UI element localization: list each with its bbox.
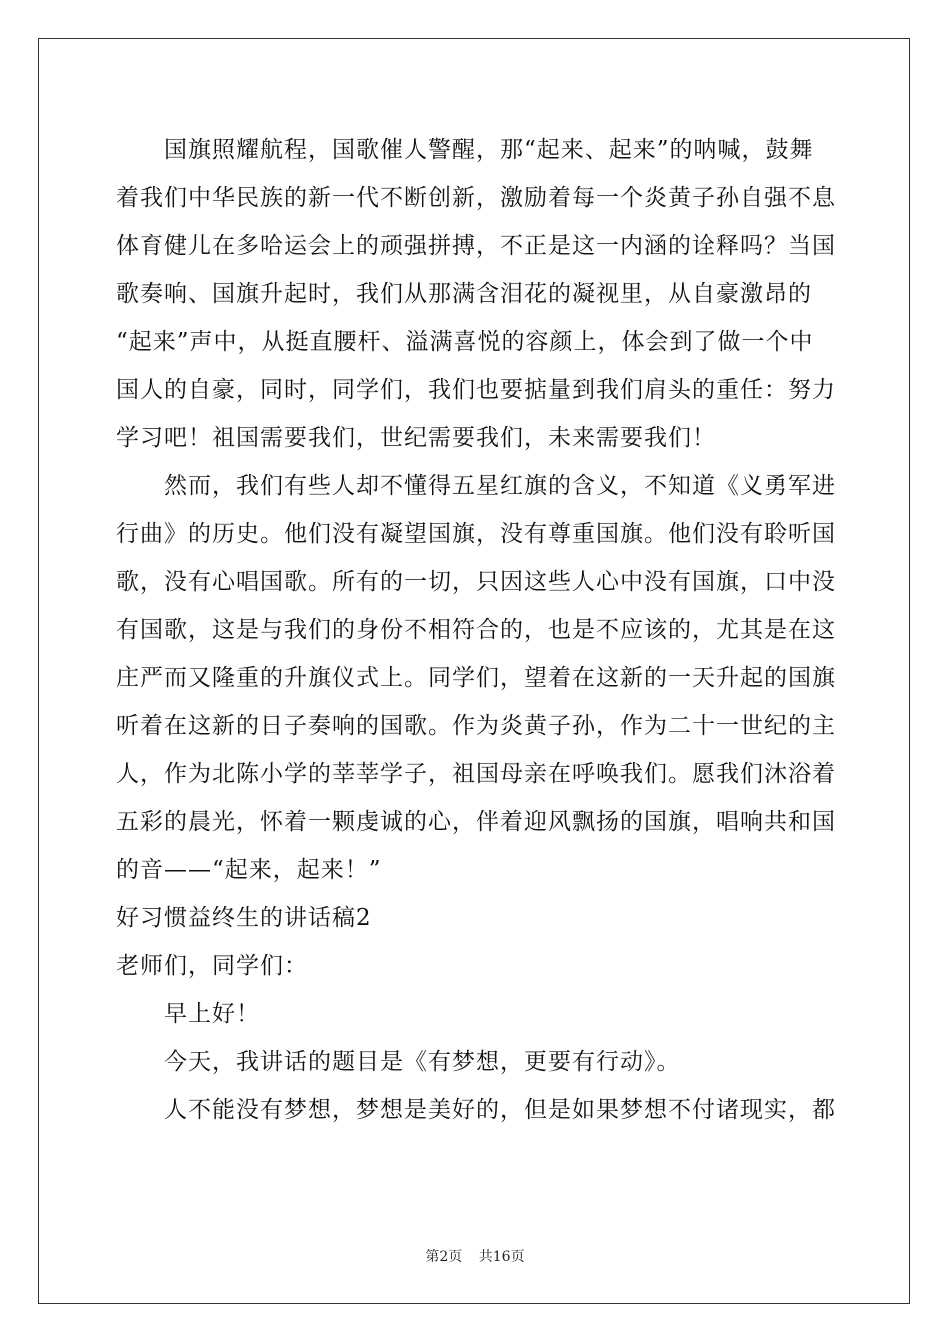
page-number: 第2页 — [425, 1249, 463, 1265]
text-line: 学习吧！祖国需要我们，世纪需要我们，未来需要我们！ — [116, 425, 716, 451]
text-line: 今天，我讲话的题目是《有梦想，更要有行动》。 — [164, 1049, 681, 1075]
text-line: 行曲》的历史。他们没有凝望国旗，没有尊重国旗。他们没有聆听国 — [116, 521, 836, 547]
text-line: 听着在这新的日子奏响的国歌。作为炎黄子孙，作为二十一世纪的主 — [116, 713, 836, 739]
page-total: 共16页 — [478, 1249, 525, 1265]
text-line: 着我们中华民族的新一代不断创新，激励着每一个炎黄子孙自强不息 — [116, 185, 836, 211]
text-line: 国旗照耀航程，国歌催人警醒，那“起来、起来”的呐喊，鼓舞 — [164, 137, 814, 163]
text-line: 庄严而又隆重的升旗仪式上。同学们，望着在这新的一天升起的国旗 — [116, 665, 836, 691]
text-line: 人不能没有梦想，梦想是美好的，但是如果梦想不付诸现实，都 — [164, 1097, 836, 1123]
text-line: 有国歌，这是与我们的身份不相符合的，也是不应该的，尤其是在这 — [116, 617, 836, 643]
text-line: 体育健儿在多哈运会上的顽强拼搏，不正是这一内涵的诠释吗？当国 — [116, 233, 836, 259]
text-line: 歌，没有心唱国歌。所有的一切，只因这些人心中没有国旗，口中没 — [116, 569, 836, 595]
salutation: 老师们，同学们： — [116, 953, 308, 979]
text-line: “起来”声中，从挺直腰杆、溢满喜悦的容颜上，体会到了做一个中 — [116, 329, 814, 355]
text-line: 的音——“起来，起来！” — [116, 857, 382, 883]
text-line: 人，作为北陈小学的莘莘学子，祖国母亲在呼唤我们。愿我们沐浴着 — [116, 761, 836, 787]
text-line: 五彩的晨光，怀着一颗虔诚的心，伴着迎风飘扬的国旗，唱响共和国 — [116, 809, 836, 835]
greeting: 早上好！ — [164, 1001, 260, 1027]
text-line: 然而，我们有些人却不懂得五星红旗的含义，不知道《义勇军进 — [164, 473, 836, 499]
document-body — [116, 126, 836, 1134]
page-footer — [0, 1246, 950, 1266]
section-heading: 好习惯益终生的讲话稿2 — [116, 905, 372, 931]
text-line: 国人的自豪，同时，同学们，我们也要掂量到我们肩头的重任：努力 — [116, 377, 836, 403]
text-line: 歌奏响、国旗升起时，我们从那满含泪花的凝视里，从自豪激昂的 — [116, 281, 812, 307]
